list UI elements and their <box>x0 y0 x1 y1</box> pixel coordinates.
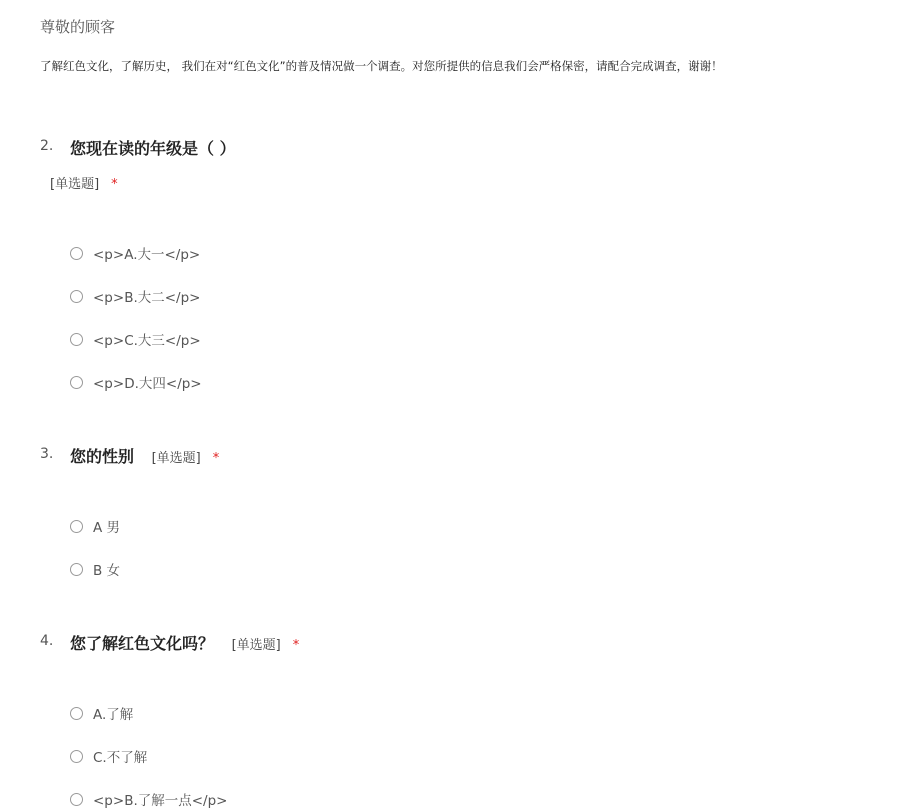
question-type-label: [单选题] <box>231 638 281 653</box>
radio-button[interactable] <box>70 333 83 346</box>
option-label: A 男 <box>93 520 121 536</box>
radio-button[interactable] <box>70 563 83 576</box>
required-asterisk: * <box>212 451 220 466</box>
radio-button[interactable] <box>70 520 83 533</box>
question-title <box>70 444 219 467</box>
required-asterisk: * <box>292 638 300 653</box>
option-label: B 女 <box>93 563 121 579</box>
question-title: 您现在读的年级是（ ） <box>70 139 236 158</box>
option-q2-a[interactable] <box>70 243 200 263</box>
option-label: <p>C.大三</p> <box>93 333 201 349</box>
radio-button[interactable] <box>70 707 83 720</box>
radio-button[interactable] <box>70 750 83 763</box>
greeting-heading: 尊敬的顾客 <box>40 18 116 36</box>
option-label: C.不了解 <box>93 750 148 766</box>
option-q2-d[interactable] <box>70 372 202 392</box>
option-label: <p>B.了解一点</p> <box>93 793 228 809</box>
option-q4-a[interactable] <box>70 703 133 723</box>
question-number: 4. <box>40 633 54 649</box>
radio-button[interactable] <box>70 290 83 303</box>
question-number: 3. <box>40 446 54 462</box>
question-title <box>70 631 299 654</box>
radio-button[interactable] <box>70 376 83 389</box>
question-number: 2. <box>40 138 54 154</box>
option-label: A.了解 <box>93 707 134 723</box>
survey-intro-text: 了解红色文化，了解历史， 我们在对“红色文化”的普及情况做一个调查。对您所提供的信息我们会严格保密，请配合完成调查，谢谢！ <box>40 59 723 73</box>
option-q4-b[interactable] <box>70 789 228 809</box>
option-q3-b[interactable] <box>70 559 120 579</box>
radio-button[interactable] <box>70 793 83 806</box>
option-q2-b[interactable] <box>70 286 201 306</box>
option-label: <p>D.大四</p> <box>93 376 202 392</box>
question-2-meta <box>50 173 118 192</box>
option-q2-c[interactable] <box>70 329 201 349</box>
required-asterisk: * <box>111 177 118 192</box>
question-title-text: 您的性别 <box>70 447 135 466</box>
option-q4-c[interactable] <box>70 746 147 766</box>
option-label: <p>B.大二</p> <box>93 290 201 306</box>
question-type-label: [单选题] <box>151 451 201 466</box>
question-title-text: 您了解红色文化吗？ <box>70 634 215 653</box>
option-label: <p>A.大一</p> <box>93 247 201 263</box>
question-type-label: [单选题] <box>50 177 100 192</box>
radio-button[interactable] <box>70 247 83 260</box>
option-q3-a[interactable] <box>70 516 120 536</box>
